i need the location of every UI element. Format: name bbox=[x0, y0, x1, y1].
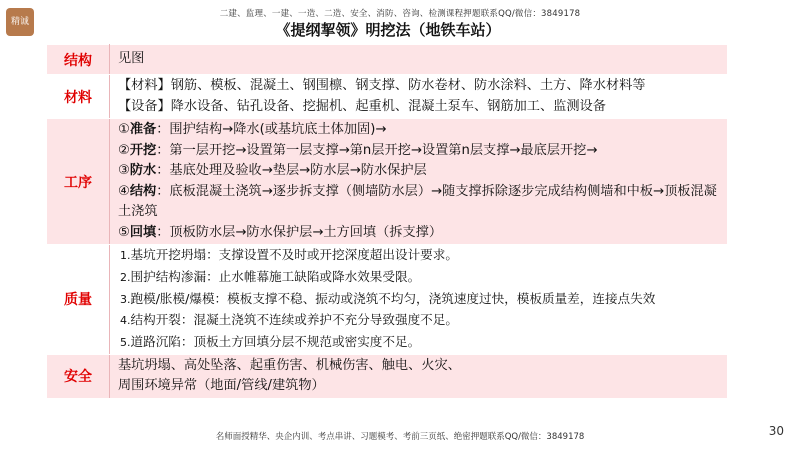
item-text: 跑模/胀模/爆模：模板支撑不稳、振动或浇筑不均匀，浇筑速度过快，模板质量差，连接点失效 bbox=[130, 290, 656, 306]
item-number: 1. bbox=[120, 249, 131, 262]
row-label-quality: 质量 bbox=[47, 245, 110, 355]
step-text: ：基底处理及验收→垫层→防水层→防水保护层 bbox=[156, 163, 427, 178]
step-number: ④ bbox=[118, 183, 130, 199]
list-item bbox=[120, 310, 727, 332]
step-key: 开挖 bbox=[129, 142, 157, 158]
step-number: ② bbox=[118, 142, 130, 158]
item-text: 道路沉陷：顶板土方回填分层不规范或密实度不足。 bbox=[130, 334, 421, 350]
row-label-structure: 结构 bbox=[47, 45, 110, 75]
page-number: 30 bbox=[768, 424, 784, 438]
step-number: ① bbox=[118, 122, 130, 137]
safety-line-1: 基坑坍塌、高处坠落、起重伤害、机械伤害、触电、火灾、 bbox=[118, 357, 461, 373]
process-content bbox=[110, 119, 728, 245]
materials-content bbox=[110, 75, 728, 119]
equipment-line: 【设备】降水设备、钻孔设备、挖掘机、起重机、混凝土泵车、钢筋加工、监测设备 bbox=[118, 98, 606, 114]
item-number: 3. bbox=[120, 292, 131, 306]
list-item bbox=[120, 267, 727, 289]
materials-line: 【材料】钢筋、模板、混凝土、钢围檩、钢支撑、防水卷材、防水涂料、土方、降水材料等 bbox=[118, 78, 646, 93]
item-number: 4. bbox=[120, 314, 131, 328]
list-item bbox=[120, 332, 727, 354]
item-number: 2. bbox=[120, 270, 131, 284]
step-number: ③ bbox=[118, 163, 130, 178]
summary-table bbox=[46, 44, 728, 399]
quality-content bbox=[110, 245, 728, 355]
logo-text: 精诚 bbox=[10, 16, 29, 27]
step-number: ⑤ bbox=[118, 224, 130, 240]
quality-list bbox=[118, 245, 727, 354]
row-label-process: 工序 bbox=[47, 119, 110, 245]
structure-content: 见图 bbox=[110, 45, 728, 75]
item-text: 结构开裂：混凝土浇筑不连续或养护不充分导致强度不足。 bbox=[130, 312, 458, 328]
footer-contact-note: 名师面授精华、央企内训、考点串讲、习题模考、考前三页纸、绝密押题联系QQ/微信：3849178 bbox=[215, 432, 585, 442]
process-step-3 bbox=[118, 161, 727, 182]
top-contact-note: 二建、监理、一建、一造、二造、安全、消防、咨询、检测课程押题联系QQ/微信：3849178 bbox=[219, 9, 581, 19]
process-step-4 bbox=[118, 182, 727, 223]
process-step-5 bbox=[118, 223, 727, 244]
step-key: 防水 bbox=[129, 163, 157, 178]
list-item bbox=[120, 289, 727, 311]
item-text: 基坑开挖坍塌：支撑设置不及时或开挖深度超出设计要求。 bbox=[130, 247, 458, 262]
row-label-materials: 材料 bbox=[47, 75, 110, 119]
step-key: 准备 bbox=[129, 122, 157, 137]
step-key: 回填 bbox=[129, 224, 157, 240]
process-step-2 bbox=[118, 141, 727, 162]
item-number: 5. bbox=[120, 336, 131, 350]
row-structure bbox=[47, 45, 728, 75]
step-key: 结构 bbox=[129, 183, 157, 199]
step-text: ：第一层开挖→设置第一层支撑→第n层开挖→设置第n层支撑→最底层开挖→ bbox=[156, 142, 598, 158]
row-quality bbox=[47, 245, 728, 355]
safety-content bbox=[110, 354, 728, 398]
step-text: ：顶板防水层→防水保护层→土方回填（拆支撑） bbox=[156, 224, 443, 240]
row-materials bbox=[47, 75, 728, 119]
safety-line-2: 周围环境异常（地面/管线/建筑物） bbox=[118, 378, 325, 394]
process-step-1 bbox=[118, 120, 727, 141]
row-safety bbox=[47, 354, 728, 398]
row-process bbox=[47, 119, 728, 245]
page-title: 《提纲挈领》明挖法（地铁车站） bbox=[275, 21, 501, 39]
row-label-safety: 安全 bbox=[47, 354, 110, 398]
step-text: ：底板混凝土浇筑→逐步拆支撑（侧墙防水层）→随支撑拆除逐步完成结构侧墙和中板→顶板混凝土浇筑 bbox=[118, 183, 717, 219]
list-item bbox=[120, 245, 727, 267]
step-text: ：围护结构→降水(或基坑底土体加固)→ bbox=[156, 122, 387, 137]
item-text: 围护结构渗漏：止水帷幕施工缺陷或降水效果受限。 bbox=[130, 268, 421, 284]
